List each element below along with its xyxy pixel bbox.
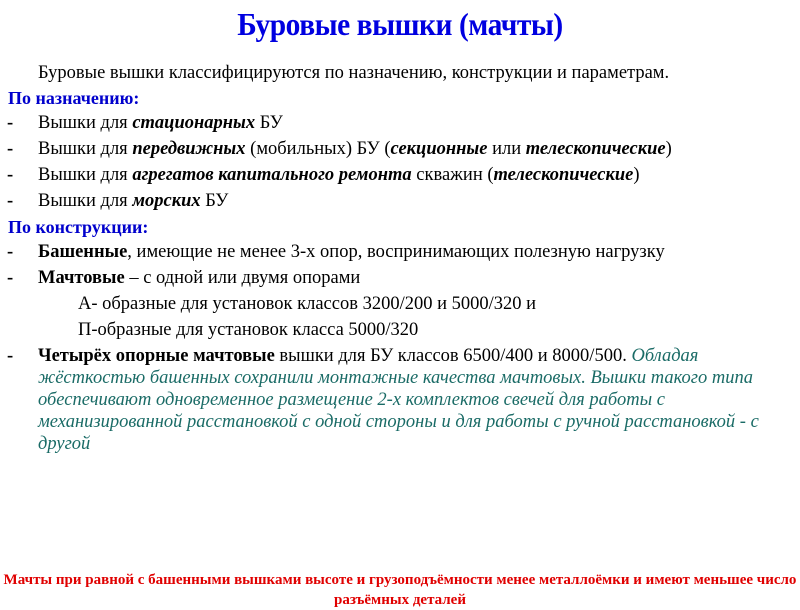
dash-bullet-icon: - [7,268,14,288]
list-item: - Башенные, имеющие не менее 3-х опор, воспринимающих полезную нагрузку [7,242,665,262]
dash-bullet-icon: - [7,191,14,211]
footer-note: Мачты при равной с башенными вышками высоте и грузоподъёмности менее металлоёмки и имеют меньшее число разъёмных деталей [3,572,797,608]
dash-bullet-icon: - [7,242,14,262]
heading-construction: По конструкции: [8,217,149,237]
list-item: - Мачтовые – с одной или двумя опорами [7,268,361,288]
slide-body [0,62,800,459]
dash-bullet-icon: - [7,113,14,133]
dash-bullet-icon: - [7,346,14,366]
list-item: - Четырёх опорные мачтовые вышки для БУ классов 6500/400 и 8000/500. Обладая жёсткостью башенных сохранили монтажные качества мачтовых. Вышки такого типа обеспечивают одновременное размещение 2-х комплектов свечей для работы с механизированной расстановкой с одной стороны и для работы с ручной расстановкой - с другой [7,346,759,454]
intro-text: Буровые вышки классифицируются по назначению, конструкции и параметрам. [38,63,670,83]
heading-purpose: По назначению: [8,88,140,108]
list-item: - Вышки для морских БУ [7,191,229,211]
sub-item: П-образные для установок класса 5000/320 [78,320,419,340]
dash-bullet-icon: - [7,139,14,159]
slide-title: Буровые вышки (мачты) [237,6,563,42]
sub-item: А- образные для установок классов 3200/200 и 5000/320 и [78,294,537,314]
list-item: - Вышки для стационарных БУ [7,113,283,133]
list-item: - Вышки для агрегатов капитального ремонта скважин (телескопические) [7,165,640,185]
list-item: - Вышки для передвижных (мобильных) БУ (секционные или телескопические) [7,139,672,159]
note-text: Обладая жёсткостью башенных сохранили монтажные качества мачтовых. Вышки такого типа обеспечивают одновременное размещение 2-х комплектов свечей для работы с механизированной расстановкой с одной стороны и для работы с ручной расстановкой - с другой [38,346,759,454]
dash-bullet-icon: - [7,165,14,185]
